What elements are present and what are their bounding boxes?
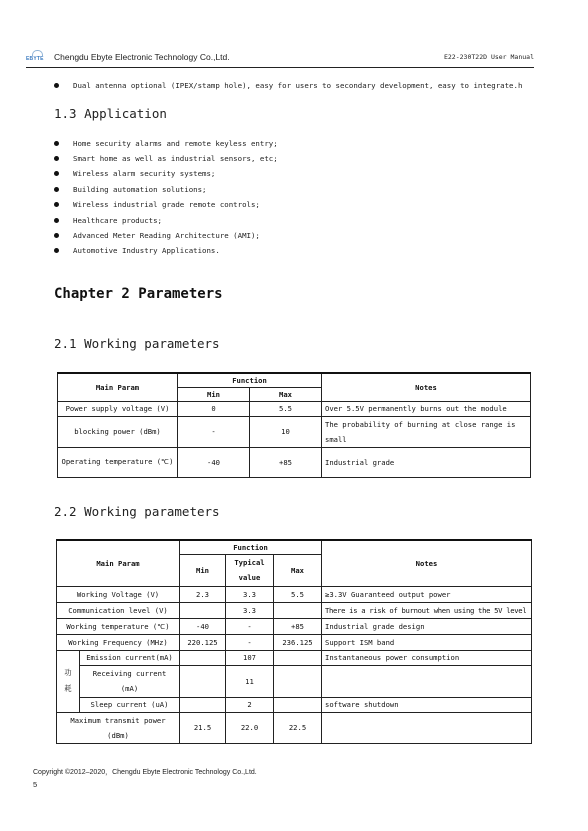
- cell-typ: 3.3: [226, 586, 274, 602]
- manual-title: E22-230T22D User Manual: [443, 53, 534, 61]
- logo-text: EBYTE: [26, 56, 44, 62]
- cell-min: 21.5: [180, 712, 226, 743]
- cell-notes: ≥3.3V Guaranteed output power: [322, 586, 532, 602]
- table-row: [57, 665, 532, 697]
- table-row: [57, 697, 532, 712]
- cell-min: -40: [178, 447, 250, 477]
- table-row: [57, 602, 532, 618]
- list-item-text: Home security alarms and remote keyless entry;: [73, 139, 278, 148]
- cell-max: 10: [250, 416, 322, 447]
- list-item: [54, 81, 522, 90]
- cell-min: -: [178, 416, 250, 447]
- table-row: [57, 634, 532, 650]
- cell-notes: software shutdown: [322, 697, 532, 712]
- cell-typ: -: [226, 634, 274, 650]
- cell-param: Operating temperature (℃): [58, 447, 178, 477]
- cell-notes: [322, 665, 532, 697]
- table-row: [57, 618, 532, 634]
- list-item-text: Smart home as well as industrial sensors, etc;: [73, 154, 278, 163]
- working-parameters-table-1: [57, 372, 531, 478]
- cell-min: [180, 602, 226, 618]
- cell-max: [274, 650, 322, 665]
- cell-param: Receiving current (mA): [80, 665, 180, 697]
- page-header: [26, 50, 534, 66]
- cell-param: Working Voltage (V): [57, 586, 180, 602]
- bullet-icon: [54, 156, 59, 161]
- cell-param: Power supply voltage (V): [58, 401, 178, 416]
- list-item-text: Dual antenna optional (IPEX/stamp hole), easy for users to secondary development, easy to integrate.h: [73, 81, 523, 90]
- table-row: [57, 650, 532, 665]
- list-item: [54, 246, 220, 255]
- cell-param: Communication level (V): [57, 602, 180, 618]
- table-row: [58, 401, 531, 416]
- cell-notes: There is a risk of burnout when using the 5V level: [322, 602, 532, 618]
- working-parameters-table-2: [56, 539, 532, 744]
- bullet-icon: [54, 202, 59, 207]
- header-max: Max: [250, 387, 322, 401]
- list-item: [54, 200, 260, 209]
- section-title-2-2: 2.2 Working parameters: [54, 504, 220, 519]
- header-notes: Notes: [322, 540, 532, 586]
- cell-notes: The probability of burning at close range is small: [322, 416, 531, 447]
- cell-notes: Over 5.5V permanently burns out the module: [322, 401, 531, 416]
- cell-max: [274, 697, 322, 712]
- cell-notes: Industrial grade design: [322, 618, 532, 634]
- bullet-icon: [54, 218, 59, 223]
- list-item-text: Healthcare products;: [73, 216, 162, 225]
- cell-typ: 11: [226, 665, 274, 697]
- chapter-title: Chapter 2 Parameters: [54, 286, 223, 302]
- list-item: [54, 139, 278, 148]
- cell-max: [274, 602, 322, 618]
- list-item: [54, 169, 215, 178]
- cell-param: Working Frequency (MHz): [57, 634, 180, 650]
- cell-param: Sleep current (uA): [80, 697, 180, 712]
- header-notes: Notes: [322, 373, 531, 401]
- cell-max: 5.5: [250, 401, 322, 416]
- cell-min: 220.125: [180, 634, 226, 650]
- cell-max: 236.125: [274, 634, 322, 650]
- cell-param: Maximum transmit power (dBm): [57, 712, 180, 743]
- cell-param: Emission current(mA): [80, 650, 180, 665]
- cell-max: 5.5: [274, 586, 322, 602]
- cell-min: -40: [180, 618, 226, 634]
- cell-min: [180, 665, 226, 697]
- bullet-icon: [54, 171, 59, 176]
- bullet-icon: [54, 141, 59, 146]
- cell-min: 2.3: [180, 586, 226, 602]
- bullet-icon: [54, 83, 59, 88]
- list-item: [54, 216, 162, 225]
- cell-max: +85: [250, 447, 322, 477]
- power-group-label: 功耗: [57, 650, 80, 712]
- cell-min: [180, 650, 226, 665]
- cell-max: +85: [274, 618, 322, 634]
- list-item: [54, 231, 260, 240]
- table-row: [58, 447, 531, 477]
- list-item: [54, 154, 278, 163]
- page-number: 5: [33, 780, 38, 789]
- cell-min: [180, 697, 226, 712]
- cell-param: Working temperature (℃): [57, 618, 180, 634]
- bullet-icon: [54, 187, 59, 192]
- ebyte-logo: [26, 50, 48, 64]
- footer-copyright: Copyright ©2012–2020，Chengdu Ebyte Electronic Technology Co.,Ltd.: [33, 769, 257, 776]
- header-main-param: Main Param: [58, 373, 178, 401]
- table-row: [58, 416, 531, 447]
- cell-max: [274, 665, 322, 697]
- header-max: Max: [274, 554, 322, 586]
- section-title-2-1: 2.1 Working parameters: [54, 336, 220, 351]
- cell-notes: Industrial grade: [322, 447, 531, 477]
- cell-typ: 2: [226, 697, 274, 712]
- cell-typ: -: [226, 618, 274, 634]
- bullet-icon: [54, 233, 59, 238]
- cell-typ: 3.3: [226, 602, 274, 618]
- list-item-text: Building automation solutions;: [73, 185, 207, 194]
- header-min: Min: [180, 554, 226, 586]
- header-function: Function: [178, 373, 322, 387]
- bullet-icon: [54, 248, 59, 253]
- table-row: [57, 586, 532, 602]
- list-item-text: Advanced Meter Reading Architecture (AMI);: [73, 231, 260, 240]
- header-main-param: Main Param: [57, 540, 180, 586]
- list-item-text: Wireless alarm security systems;: [73, 169, 216, 178]
- section-title-1-3: 1.3 Application: [54, 106, 167, 121]
- cell-typ: 107: [226, 650, 274, 665]
- cell-notes: Instantaneous power consumption: [322, 650, 532, 665]
- list-item: [54, 185, 207, 194]
- table-row: [57, 712, 532, 743]
- header-divider: [26, 67, 534, 68]
- list-item-text: Wireless industrial grade remote controls;: [73, 200, 260, 209]
- list-item-text: Automotive Industry Applications.: [73, 246, 220, 255]
- cell-max: 22.5: [274, 712, 322, 743]
- cell-notes: [322, 712, 532, 743]
- header-function: Function: [180, 540, 322, 554]
- header-typical: Typical value: [226, 554, 274, 586]
- header-min: Min: [178, 387, 250, 401]
- company-name: Chengdu Ebyte Electronic Technology Co.,Ltd.: [54, 52, 230, 62]
- cell-param: blocking power (dBm): [58, 416, 178, 447]
- cell-min: 0: [178, 401, 250, 416]
- cell-notes: Support ISM band: [322, 634, 532, 650]
- cell-typ: 22.0: [226, 712, 274, 743]
